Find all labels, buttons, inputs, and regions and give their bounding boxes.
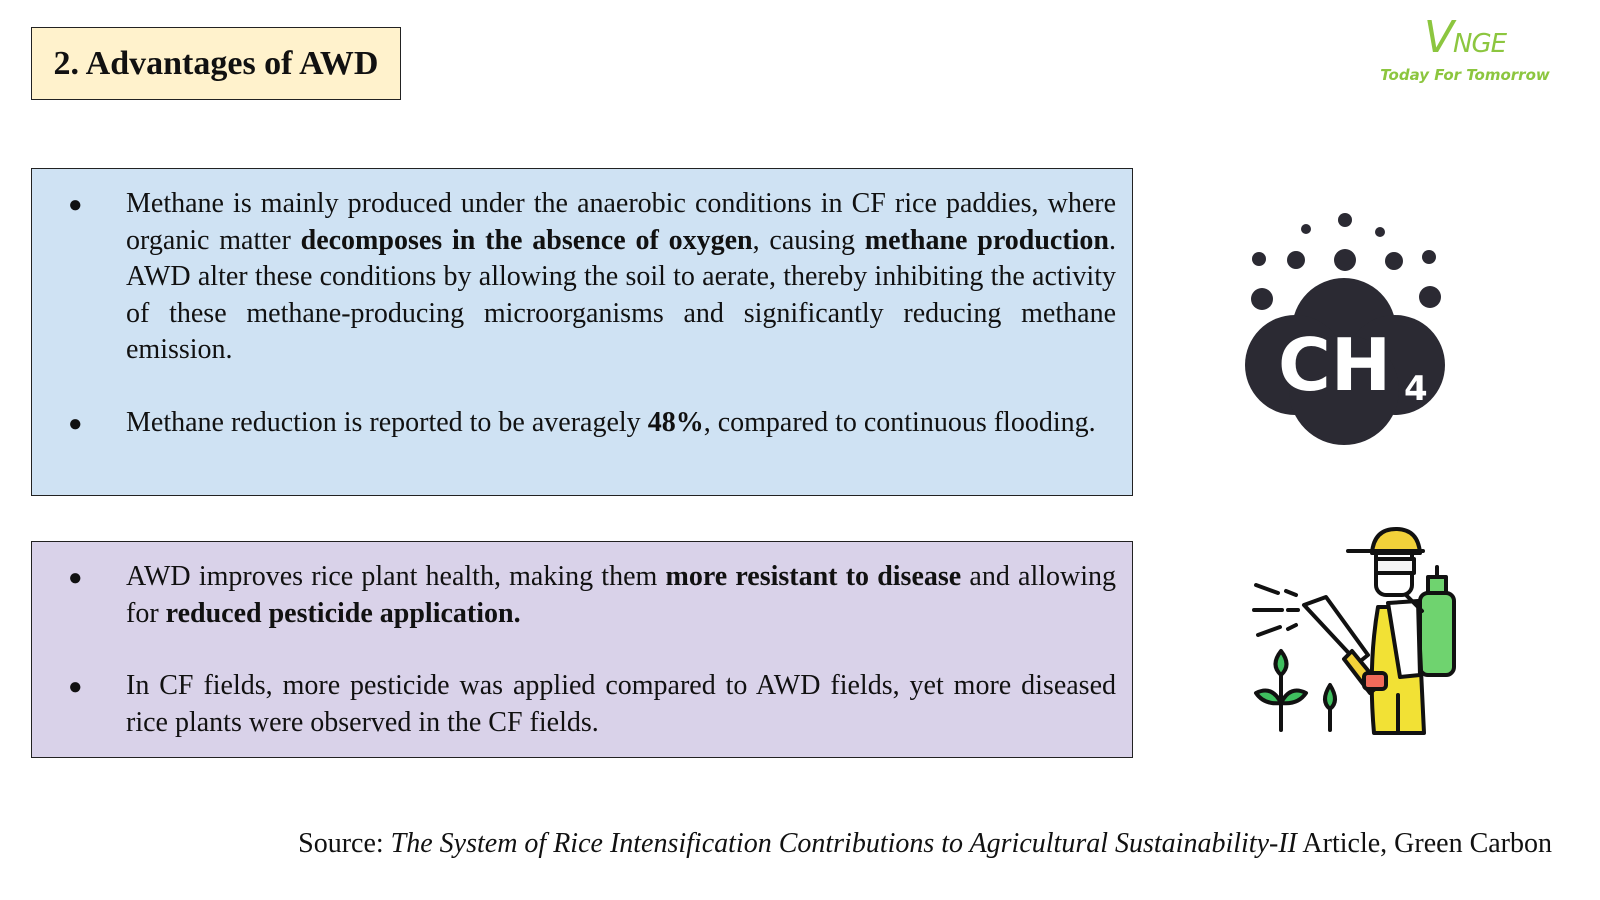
slide-title: 2. Advantages of AWD	[31, 27, 401, 100]
methane-paragraph-2: Methane reduction is reported to be averagely 48%, compared to continuous flooding.	[126, 407, 1096, 438]
pesticide-info-box	[31, 541, 1133, 758]
bullet-marker: ●	[68, 674, 83, 700]
source-citation: Source: The System of Rice Intensification Contributions to Agricultural Sustainability-II Article, Green Carbon	[298, 828, 1552, 859]
farmer-spraying-pesticide-icon	[1248, 525, 1463, 740]
pesticide-paragraph-2: In CF fields, more pesticide was applied compared to AWD fields, yet more diseased rice plants were observed in the CF fields.	[126, 670, 1116, 738]
bullet-marker: ●	[68, 192, 83, 218]
methane-paragraph-1: Methane is mainly produced under the anaerobic conditions in CF rice paddies, where organic matter decomposes in the absence of oxygen, causing methane production. AWD alter these conditions by allowing the soil to aerate, thereby inhibiting the activity of these methane-producing microorganisms and significantly reducing methane emission.	[126, 188, 1117, 365]
ch4-subscript: 4	[1404, 369, 1428, 409]
pesticide-paragraph-1: AWD improves rice plant health, making them more resistant to disease and allowing for reduced pesticide application.	[126, 561, 1117, 629]
bullet-marker: ●	[68, 411, 83, 437]
ch4-label: CH	[1278, 323, 1392, 407]
vnge-logo	[1380, 12, 1550, 108]
methane-info-box	[31, 168, 1133, 496]
methane-cloud-icon	[1240, 205, 1450, 450]
logo-wordmark: VNGE	[1423, 12, 1507, 63]
bullet-marker: ●	[68, 565, 83, 591]
logo-tagline: Today For Tomorrow	[1380, 66, 1550, 84]
